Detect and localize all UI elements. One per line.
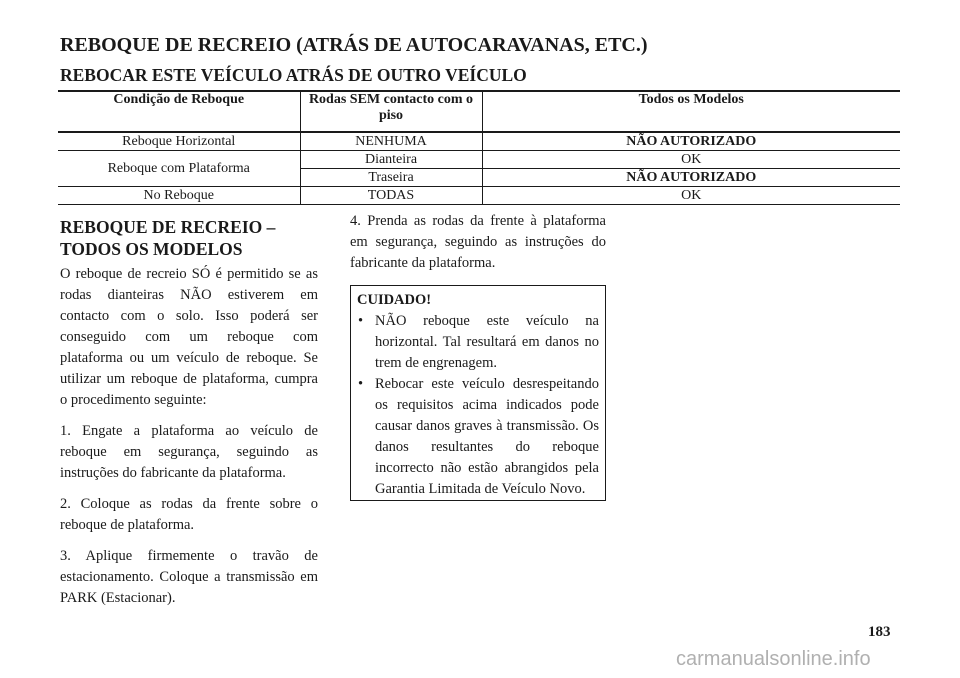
cell-wheels: Traseira: [300, 169, 482, 187]
list-item: [357, 374, 599, 500]
step-4: 4. Prenda as rodas da frente à plataforma em segurança, seguindo as instruções do fabricante da plataforma.: [350, 213, 606, 271]
table-row: [58, 187, 900, 205]
towing-table: [58, 90, 900, 205]
section-heading: REBOQUE DE RECREIO – TODOS OS MODELOS: [60, 217, 276, 259]
intro-paragraph: O reboque de recreio SÓ é permitido se as rodas dianteiras NÃO estiverem em contacto com o solo. Isso poderá ser conseguido com um reboque com plataforma ou um veículo de reboque. Se utilizar um reboque de plataforma, cumpra o procedimento seguinte:: [60, 266, 318, 408]
header-condition: Condição de Reboque: [58, 91, 300, 132]
cell-models: NÃO AUTORIZADO: [482, 169, 900, 187]
bullet-icon: •: [358, 313, 364, 329]
caution-item-text: NÃO reboque este veículo na horizontal. Tal resultará em danos no trem de engrenagem.: [375, 313, 599, 371]
header-wheels: Rodas SEM contacto com o piso: [300, 91, 482, 132]
caution-item-text: Rebocar este veículo desrespeitando os requisitos acima indicados pode causar danos graves à transmissão. Os danos resultantes do reboque incorrecto não estão abrangidos pela Garantia Limitada de Veículo Novo.: [375, 376, 599, 497]
watermark: carmanualsonline.info: [676, 648, 871, 670]
cell-models: OK: [482, 187, 900, 205]
cell-wheels: TODAS: [300, 187, 482, 205]
cell-condition: Reboque com Plataforma: [58, 151, 300, 187]
caution-list: [357, 311, 599, 500]
section-subtitle: REBOCAR ESTE VEÍCULO ATRÁS DE OUTRO VEÍCULO: [60, 65, 527, 85]
bullet-icon: •: [358, 376, 364, 392]
step-2: 2. Coloque as rodas da frente sobre o reboque de plataforma.: [60, 496, 318, 533]
list-item: [357, 311, 599, 374]
cell-models: NÃO AUTORIZADO: [482, 132, 900, 151]
step-1: 1. Engate a plataforma ao veículo de reboque em segurança, seguindo as instruções do fabricante da plataforma.: [60, 423, 318, 481]
table-row: [58, 151, 900, 169]
table-row: [58, 132, 900, 151]
cell-condition: No Reboque: [58, 187, 300, 205]
caution-title: CUIDADO!: [357, 292, 432, 308]
cell-wheels: Dianteira: [300, 151, 482, 169]
caution-box: [350, 285, 606, 501]
left-column: [60, 216, 318, 619]
table-header-row: [58, 91, 900, 132]
page-number: 183: [868, 624, 891, 640]
step-3: 3. Aplique firmemente o travão de estacionamento. Coloque a transmissão em PARK (Estacionar).: [60, 548, 318, 606]
header-models: Todos os Modelos: [482, 91, 900, 132]
cell-condition: Reboque Horizontal: [58, 132, 300, 151]
middle-column: [350, 211, 606, 274]
cell-models: OK: [482, 151, 900, 169]
page-title: REBOQUE DE RECREIO (ATRÁS DE AUTOCARAVANAS, ETC.): [60, 34, 648, 56]
cell-wheels: NENHUMA: [300, 132, 482, 151]
